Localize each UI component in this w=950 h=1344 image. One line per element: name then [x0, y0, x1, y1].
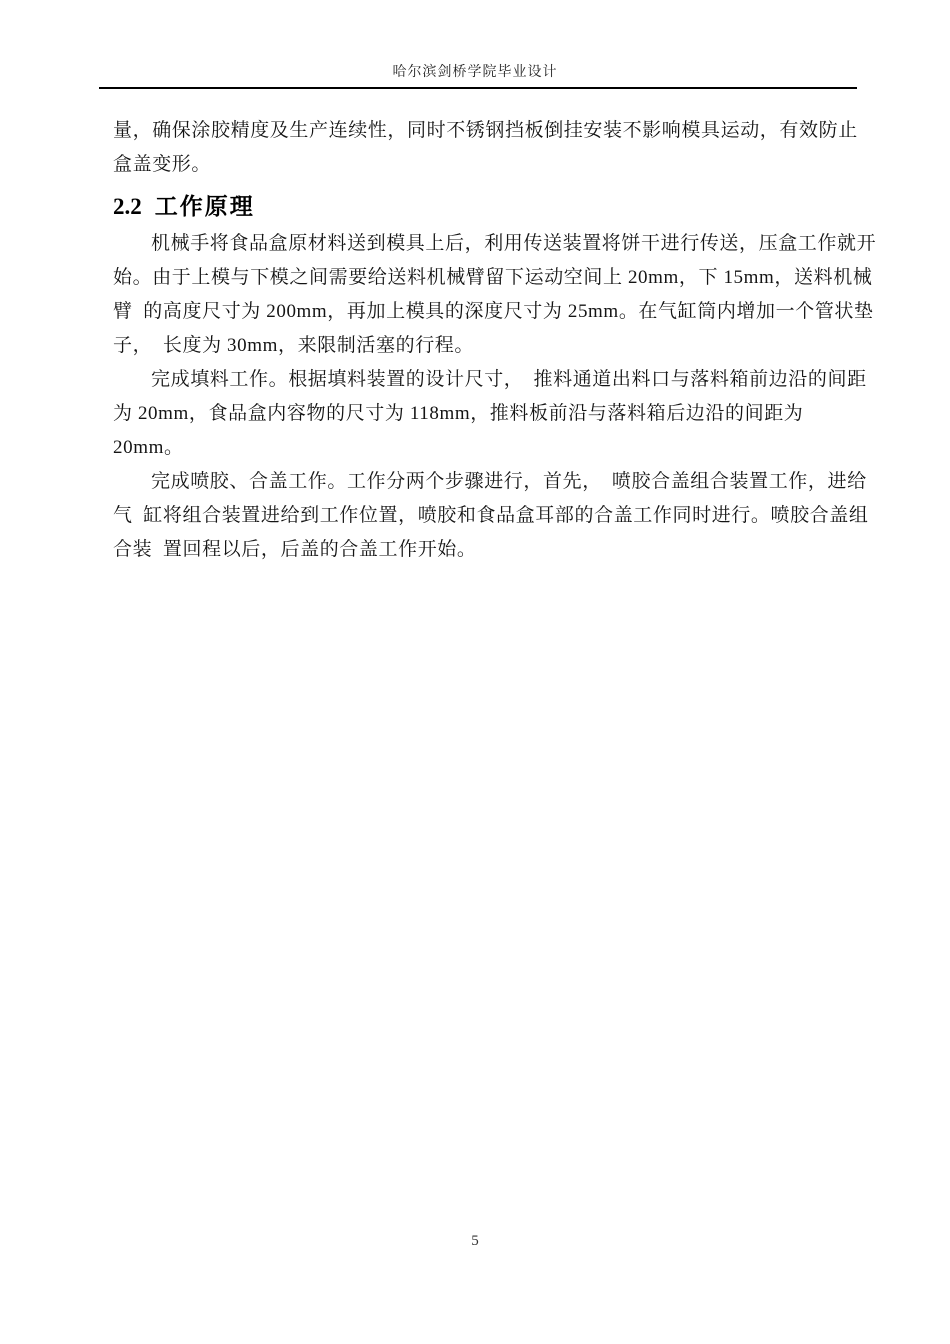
- text-line: 为 20mm，食品盒内容物的尺寸为 118mm，推料板前沿与落料箱后边沿的间距为: [113, 403, 804, 424]
- page-header-title: 哈尔滨剑桥学院毕业设计: [392, 65, 558, 80]
- page-number: 5: [471, 1233, 479, 1249]
- text-line: 始。由于上模与下模之间需要给送料机械臂留下运动空间上 20mm，下 15mm，送料机械: [113, 267, 873, 288]
- header-divider: [99, 87, 857, 89]
- section-number: 2.2: [113, 194, 142, 219]
- text-line: 完成喷胶、合盖工作。工作分两个步骤进行，首先， 喷胶合盖组合装置工作，进给: [151, 471, 867, 492]
- text-line: 20mm。: [113, 437, 184, 458]
- text-line: 臂 的高度尺寸为 200mm，再加上模具的深度尺寸为 25mm。在气缸筒内增加一个管状垫: [113, 301, 874, 322]
- text-line: 量，确保涂胶精度及生产连续性，同时不锈钢挡板倒挂安装不影响模具运动，有效防止: [113, 120, 858, 141]
- text-line: 机械手将食品盒原材料送到模具上后，利用传送装置将饼干进行传送，压盒工作就开: [151, 233, 877, 254]
- section-heading: [113, 187, 859, 227]
- text-line: 盒盖变形。: [113, 154, 212, 175]
- text-line: 气 缸将组合装置进给到工作位置，喷胶和食品盒耳部的合盖工作同时进行。喷胶合盖组: [113, 505, 869, 526]
- section-title: 工作原理: [154, 194, 255, 219]
- document-body: [113, 114, 877, 567]
- text-line: 子， 长度为 30mm，来限制活塞的行程。: [113, 335, 475, 356]
- text-line: 完成填料工作。根据填料装置的设计尺寸， 推料通道出料口与落料箱前边沿的间距: [151, 369, 867, 390]
- text-line: 合装 置回程以后，后盖的合盖工作开始。: [113, 539, 477, 560]
